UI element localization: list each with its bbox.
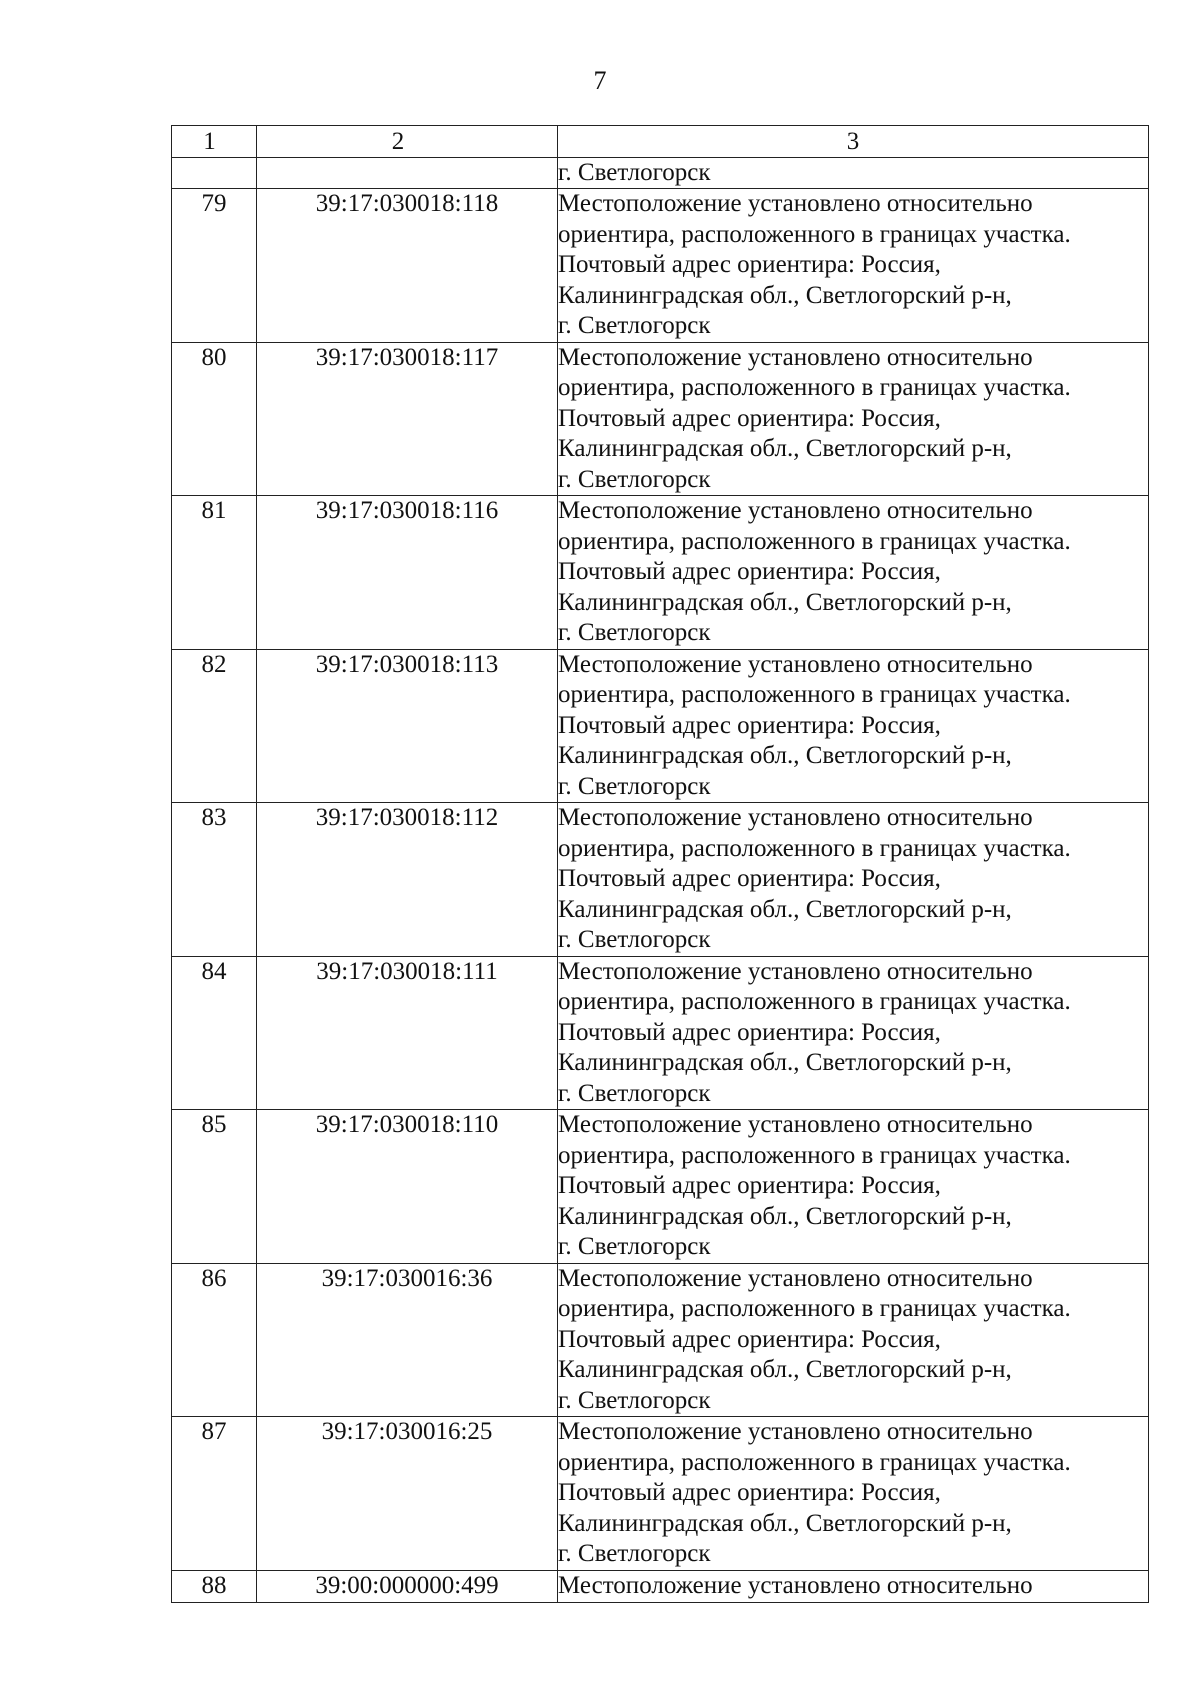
location-line: Почтовый адрес ориентира: Россия,: [558, 1018, 941, 1046]
location-line: Почтовый адрес ориентира: Россия,: [558, 711, 941, 739]
row-number-cell: 80: [172, 342, 257, 496]
cadastral-number-cell: 39:17:030018:118: [257, 189, 558, 343]
location-line: г. Светлогорск: [558, 619, 711, 646]
location-line: Калининградская обл., Светлогорский р-н,: [558, 1049, 1012, 1076]
continuation-row: [172, 158, 1149, 189]
column-header-3: 3: [558, 126, 1149, 158]
location-line: Почтовый адрес ориентира: Россия,: [558, 1325, 941, 1353]
continuation-num-cell: [172, 158, 257, 189]
location-line: ориентира, расположенного в границах участка.: [558, 527, 1071, 555]
cadastral-number-cell: 39:17:030016:25: [257, 1417, 558, 1571]
column-number-row: [172, 126, 1149, 158]
location-cell: [558, 1263, 1149, 1417]
location-line: ориентира, расположенного в границах участка.: [558, 681, 1071, 708]
location-cell: Местоположение установлено относительно: [558, 1570, 1149, 1602]
location-line: Калининградская обл., Светлогорский р-н,: [558, 895, 1012, 923]
cadastral-number-cell: 39:00:000000:499: [257, 1570, 558, 1602]
table-row: [172, 1263, 1149, 1417]
location-line: Местоположение установлено относительно: [558, 957, 1033, 985]
table-row: [172, 496, 1149, 650]
row-number-cell: 82: [172, 649, 257, 803]
row-number-cell: 88: [172, 1570, 257, 1602]
location-cell: [558, 649, 1149, 803]
location-cell: [558, 189, 1149, 343]
location-line: ориентира, расположенного в границах участка.: [558, 1141, 1071, 1169]
location-line: ориентира, расположенного в границах участка.: [558, 374, 1071, 401]
land-plots-table: [171, 125, 1149, 1603]
location-line: Почтовый адрес ориентира: Россия,: [558, 1172, 941, 1199]
cadastral-number-cell: 39:17:030018:113: [257, 649, 558, 803]
location-line: Калининградская обл., Светлогорский р-н,: [558, 1202, 1012, 1230]
location-line: Калининградская обл., Светлогорский р-н,: [558, 435, 1012, 462]
table-body: [172, 126, 1149, 1603]
location-line: Местоположение установлено относительно: [558, 1264, 1033, 1292]
row-number-cell: 84: [172, 956, 257, 1110]
row-number-cell: 87: [172, 1417, 257, 1571]
location-line: ориентира, расположенного в границах участка.: [558, 988, 1071, 1015]
location-line: г. Светлогорск: [558, 772, 711, 800]
row-number-cell: 81: [172, 496, 257, 650]
location-cell: [558, 803, 1149, 957]
table-row: [172, 1417, 1149, 1571]
table-row: [172, 1110, 1149, 1264]
location-line: Местоположение установлено относительно: [558, 1418, 1033, 1445]
location-line: Калининградская обл., Светлогорский р-н,: [558, 742, 1012, 769]
location-line: г. Светлогорск: [558, 1540, 711, 1567]
location-line: г. Светлогорск: [558, 465, 711, 493]
location-line: г. Светлогорск: [558, 1233, 711, 1260]
cadastral-number-cell: 39:17:030018:111: [257, 956, 558, 1110]
location-line: Местоположение установлено относительно: [558, 1111, 1033, 1138]
location-cell: [558, 342, 1149, 496]
page-number: 7: [593, 66, 607, 95]
location-line: Почтовый адрес ориентира: Россия,: [558, 1479, 941, 1506]
continuation-cadastral-cell: [257, 158, 558, 189]
location-line: г. Светлогорск: [558, 312, 711, 339]
cadastral-number-cell: 39:17:030018:110: [257, 1110, 558, 1264]
column-header-2: 2: [257, 126, 558, 158]
location-line: Местоположение установлено относительно: [558, 804, 1033, 831]
location-line: Местоположение установлено относительно: [558, 497, 1033, 524]
location-line: ориентира, расположенного в границах участка.: [558, 220, 1071, 248]
location-line: ориентира, расположенного в границах участка.: [558, 1295, 1071, 1322]
row-number-cell: 79: [172, 189, 257, 343]
location-line: г. Светлогорск: [558, 926, 711, 953]
table-row: [172, 342, 1149, 496]
location-line: Почтовый адрес ориентира: Россия,: [558, 251, 941, 278]
location-line: ориентира, расположенного в границах участка.: [558, 834, 1071, 862]
location-line: Калининградская обл., Светлогорский р-н,: [558, 588, 1012, 616]
table-row: [172, 803, 1149, 957]
cadastral-number-cell: 39:17:030018:116: [257, 496, 558, 650]
column-header-1: 1: [172, 126, 257, 158]
location-line: ориентира, расположенного в границах участка.: [558, 1448, 1071, 1476]
cadastral-number-cell: 39:17:030018:112: [257, 803, 558, 957]
cadastral-number-cell: 39:17:030016:36: [257, 1263, 558, 1417]
row-number-cell: 85: [172, 1110, 257, 1264]
location-line: Местоположение установлено относительно: [558, 650, 1033, 678]
location-line: Калининградская обл., Светлогорский р-н,: [558, 281, 1012, 309]
row-number-cell: 83: [172, 803, 257, 957]
location-line: Местоположение установлено относительно: [558, 190, 1033, 217]
location-line: Почтовый адрес ориентира: Россия,: [558, 865, 941, 892]
location-cell: [558, 1110, 1149, 1264]
table-row: [172, 956, 1149, 1110]
location-line: Местоположение установлено относительно: [558, 343, 1033, 371]
table-row: [172, 189, 1149, 343]
table-row-partial: [172, 1570, 1149, 1602]
table-row: [172, 649, 1149, 803]
location-line: Почтовый адрес ориентира: Россия,: [558, 404, 941, 432]
location-line: Калининградская обл., Светлогорский р-н,: [558, 1356, 1012, 1383]
row-number-cell: 86: [172, 1263, 257, 1417]
location-cell: [558, 956, 1149, 1110]
location-line: Почтовый адрес ориентира: Россия,: [558, 558, 941, 585]
location-line: Калининградская обл., Светлогорский р-н,: [558, 1509, 1012, 1537]
continuation-location-cell: г. Светлогорск: [558, 158, 1149, 189]
location-line: г. Светлогорск: [558, 1079, 711, 1107]
location-cell: [558, 1417, 1149, 1571]
location-line: г. Светлогорск: [558, 1386, 711, 1414]
cadastral-number-cell: 39:17:030018:117: [257, 342, 558, 496]
location-cell: [558, 496, 1149, 650]
